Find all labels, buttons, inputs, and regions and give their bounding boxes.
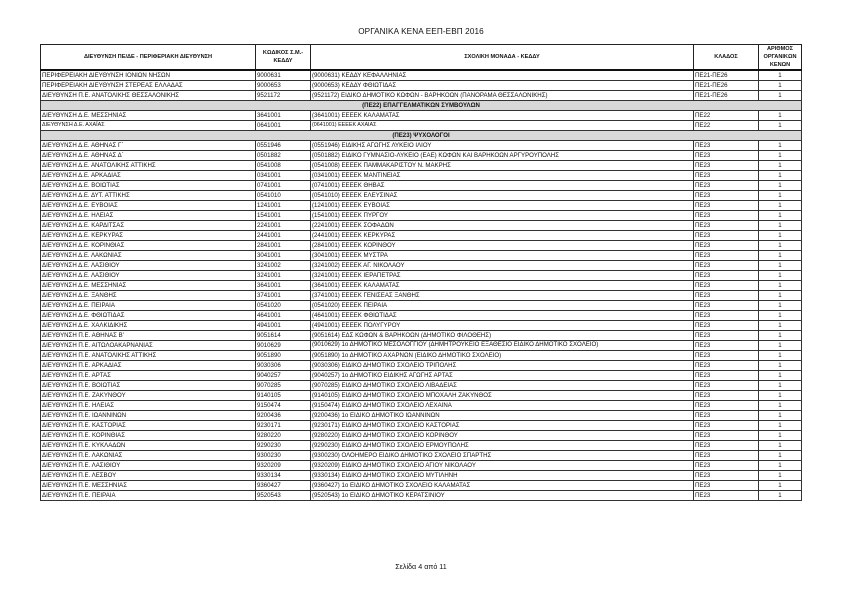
header-code: ΚΩΔΙΚΟΣ Σ.Μ.-ΚΕΔΔΥ — [256, 45, 311, 71]
code-cell: 9230171 — [256, 421, 311, 431]
code-cell: 9010629 — [256, 341, 311, 351]
vacancies-cell: 1 — [759, 181, 802, 191]
code-cell: 3241001 — [256, 271, 311, 281]
branch-cell: ΠΕ23 — [694, 411, 759, 421]
school-cell: (0741001) ΕΕΕΕΚ ΘΗΒΑΣ — [311, 181, 694, 191]
school-cell: (1241001) ΕΕΕΕΚ ΕΥΒΟΙΑΣ — [311, 201, 694, 211]
directorate-cell: ΔΙΕΥΘΥΝΣΗ Π.Ε. ΜΕΣΣΗΝΙΑΣ — [41, 481, 256, 491]
vacancies-cell: 1 — [759, 141, 802, 151]
directorate-cell: ΔΙΕΥΘΥΝΣΗ Δ.Ε. ΚΟΡΙΝΘΙΑΣ — [41, 241, 256, 251]
directorate-cell: ΔΙΕΥΘΥΝΣΗ Π.Ε. ΑΡΚΑΔΙΑΣ — [41, 361, 256, 371]
directorate-cell: ΔΙΕΥΘΥΝΣΗ Π.Ε. ΑΝΑΤΟΛΙΚΗΣ ΘΕΣΣΑΛΟΝΙΚΗΣ — [41, 91, 256, 101]
branch-cell: ΠΕ23 — [694, 481, 759, 491]
school-cell: (1541001) ΕΕΕΕΚ ΠΥΡΓΟΥ — [311, 211, 694, 221]
branch-cell: ΠΕ22 — [694, 111, 759, 121]
vacancies-cell: 1 — [759, 391, 802, 401]
vacancies-cell: 1 — [759, 341, 802, 351]
directorate-cell: ΔΙΕΥΘΥΝΣΗ Π.Ε. ΚΥΚΛΑΔΩΝ — [41, 441, 256, 451]
directorate-cell: ΔΙΕΥΘΥΝΣΗ Δ.Ε. ΕΥΒΟΙΑΣ — [41, 201, 256, 211]
school-cell: (9000653) ΚΕΔΔΥ ΦΘΙΩΤΙΔΑΣ — [311, 81, 694, 91]
directorate-cell: ΔΙΕΥΘΥΝΣΗ Δ.Ε. ΛΑΚΩΝΙΑΣ — [41, 251, 256, 261]
table-row — [41, 381, 802, 391]
vacancies-cell: 1 — [759, 151, 802, 161]
school-cell: (9140105) ΕΙΔΙΚΟ ΔΗΜΟΤΙΚΟ ΣΧΟΛΕΙΟ ΜΠΟΧΑΛΗ ΖΑΚΥΝΘΟΣ — [311, 391, 694, 401]
directorate-cell: ΔΙΕΥΘΥΝΣΗ Δ.Ε. ΛΑΣΙΘΙΟΥ — [41, 271, 256, 281]
branch-cell: ΠΕ23 — [694, 141, 759, 151]
code-cell: 3241002 — [256, 261, 311, 271]
code-cell: 9051614 — [256, 331, 311, 341]
code-cell: 9520543 — [256, 491, 311, 501]
school-cell: (9290230) ΕΙΔΙΚΟ ΔΗΜΟΤΙΚΟ ΣΧΟΛΕΙΟ ΕΡΜΟΥΠΟΛΗΣ — [311, 441, 694, 451]
table-row — [41, 341, 802, 351]
code-cell: 1541001 — [256, 211, 311, 221]
vacancies-cell: 1 — [759, 121, 802, 131]
code-cell: 3741001 — [256, 291, 311, 301]
directorate-cell: ΔΙΕΥΘΥΝΣΗ Π.Ε. ΗΛΕΙΑΣ — [41, 401, 256, 411]
school-cell: (9280220) ΕΙΔΙΚΟ ΔΗΜΟΤΙΚΟ ΣΧΟΛΕΙΟ ΚΟΡΙΝΘΟΥ — [311, 431, 694, 441]
table-row — [41, 451, 802, 461]
table-row — [41, 311, 802, 321]
page-number: Σελίδα 4 από 11 — [395, 562, 447, 571]
table-row — [41, 81, 802, 91]
code-cell: 0541020 — [256, 301, 311, 311]
directorate-cell: ΔΙΕΥΘΥΝΣΗ Π.Ε. ΛΕΣΒΟΥ — [41, 471, 256, 481]
branch-cell: ΠΕ23 — [694, 301, 759, 311]
school-cell: (0551946) ΕΙΔΙΚΗΣ ΑΓΩΓΗΣ ΛΥΚΕΙΟ ΙΛΙΟΥ — [311, 141, 694, 151]
branch-cell: ΠΕ23 — [694, 241, 759, 251]
branch-cell: ΠΕ23 — [694, 161, 759, 171]
code-cell: 9521172 — [256, 91, 311, 101]
school-cell: (9051614) ΕΔΣ ΚΩΦΩΝ & ΒΑΡΗΚΟΩΝ (ΔΗΜΟΤΙΚΟ ΦΙΛΟΘΕΗΣ) — [311, 331, 694, 341]
school-cell: (3641001) ΕΕΕΕΚ ΚΑΛΑΜΑΤΑΣ — [311, 111, 694, 121]
branch-cell: ΠΕ23 — [694, 181, 759, 191]
directorate-cell: ΔΙΕΥΘΥΝΣΗ Δ.Ε. ΗΛΕΙΑΣ — [41, 211, 256, 221]
section-header-pe22 — [41, 101, 802, 111]
code-cell: 0501882 — [256, 151, 311, 161]
vacancies-cell: 1 — [759, 91, 802, 101]
school-cell: (3241001) ΕΕΕΕΚ ΙΕΡΑΠΕΤΡΑΣ — [311, 271, 694, 281]
table-row — [41, 151, 802, 161]
vacancies-cell: 1 — [759, 301, 802, 311]
branch-cell: ΠΕ21-ΠΕ26 — [694, 91, 759, 101]
school-cell: (9320209) ΕΙΔΙΚΟ ΔΗΜΟΤΙΚΟ ΣΧΟΛΕΙΟ ΑΓΙΟΥ ΝΙΚΟΛΑΟΥ — [311, 461, 694, 471]
directorate-cell: ΔΙΕΥΘΥΝΣΗ Δ.Ε. ΦΘΙΩΤΙΔΑΣ — [41, 311, 256, 321]
branch-cell: ΠΕ23 — [694, 261, 759, 271]
table-header-row — [41, 45, 802, 71]
school-cell: (9030306) ΕΙΔΙΚΟ ΔΗΜΟΤΙΚΟ ΣΧΟΛΕΙΟ ΤΡΙΠΟΛΗΣ — [311, 361, 694, 371]
code-cell: 9070285 — [256, 381, 311, 391]
branch-cell: ΠΕ23 — [694, 341, 759, 351]
table-row — [41, 201, 802, 211]
table-row — [41, 261, 802, 271]
table-row — [41, 121, 802, 131]
school-cell: (9051890) 1ο ΔΗΜΟΤΙΚΟ ΑΧΑΡΝΩΝ (ΕΙΔΙΚΟ ΔΗΜΟΤΙΚΟ ΣΧΟΛΕΙΟ) — [311, 351, 694, 361]
vacancies-cell: 1 — [759, 211, 802, 221]
vacancies-cell: 1 — [759, 331, 802, 341]
table-row — [41, 221, 802, 231]
directorate-cell: ΠΕΡΙΦΕΡΕΙΑΚΗ ΔΙΕΥΘΥΝΣΗ ΙΟΝΙΩΝ ΝΗΣΩΝ — [41, 70, 256, 81]
code-cell: 9200436 — [256, 411, 311, 421]
vacancies-cell: 1 — [759, 201, 802, 211]
table-row — [41, 351, 802, 361]
header-directorate: ΔΙΕΥΘΥΝΣΗ ΠΕ/ΔΕ - ΠΕΡΙΦΕΡΙΑΚΗ ΔΙΕΥΘΥΝΣΗ — [41, 45, 256, 71]
table-row — [41, 471, 802, 481]
branch-cell: ΠΕ23 — [694, 251, 759, 261]
branch-cell: ΠΕ23 — [694, 391, 759, 401]
code-cell: 0541008 — [256, 161, 311, 171]
table-row — [41, 291, 802, 301]
vacancies-cell: 1 — [759, 431, 802, 441]
school-cell: (0541020) ΕΕΕΕΚ ΠΕΙΡΑΙΑ — [311, 301, 694, 311]
code-cell: 3641001 — [256, 281, 311, 291]
header-school: ΣΧΟΛΙΚΗ ΜΟΝΑΔΑ - ΚΕΔΔΥ — [311, 45, 694, 71]
table-row — [41, 251, 802, 261]
branch-cell: ΠΕ21-ΠΕ26 — [694, 70, 759, 81]
vacancies-cell: 1 — [759, 261, 802, 271]
school-cell: (3641001) ΕΕΕΕΚ ΚΑΛΑΜΑΤΑΣ — [311, 281, 694, 291]
code-cell: 2441001 — [256, 231, 311, 241]
vacancies-cell: 1 — [759, 241, 802, 251]
code-cell: 9030306 — [256, 361, 311, 371]
school-cell: (9010629) 1ο ΔΗΜΟΤΙΚΟ ΜΕΣΟΛΟΓΓΙΟΥ (ΔΗΜΗΤΡΟΥΚΕΙΟ ΕΞΑΘΕΣΙΟ ΕΙΔΙΚΟ ΔΗΜΟΤΙΚΟ ΣΧΟΛΕΙΟ) — [311, 341, 694, 351]
vacancies-cell: 1 — [759, 231, 802, 241]
table-row — [41, 181, 802, 191]
school-cell: (4941001) ΕΕΕΕΚ ΠΟΛΥΓΥΡΟΥ — [311, 321, 694, 331]
vacancies-cell: 1 — [759, 421, 802, 431]
school-cell: (0541010) ΕΕΕΕΚ ΕΛΕΥΣΙΝΑΣ — [311, 191, 694, 201]
vacancies-cell: 1 — [759, 221, 802, 231]
school-cell: (3741001) ΕΕΕΕΚ ΓΕΝΙΣΕΑΣ ΞΑΝΘΗΣ — [311, 291, 694, 301]
code-cell: 9051890 — [256, 351, 311, 361]
code-cell: 0551946 — [256, 141, 311, 151]
branch-cell: ΠΕ23 — [694, 451, 759, 461]
directorate-cell: ΔΙΕΥΘΥΝΣΗ Π.Ε. ΑΙΤΩΛΟΑΚΑΡΝΑΝΙΑΣ — [41, 341, 256, 351]
directorate-cell: ΔΙΕΥΘΥΝΣΗ Π.Ε. ΙΩΑΝΝΙΝΩΝ — [41, 411, 256, 421]
branch-cell: ΠΕ23 — [694, 371, 759, 381]
vacancies-cell: 1 — [759, 371, 802, 381]
school-cell: (9200436) 1ο ΕΙΔΙΚΟ ΔΗΜΟΤΙΚΟ ΙΩΑΝΝΙΝΩΝ — [311, 411, 694, 421]
code-cell: 9040257 — [256, 371, 311, 381]
branch-cell: ΠΕ23 — [694, 321, 759, 331]
table-row — [41, 371, 802, 381]
table-row — [41, 421, 802, 431]
vacancies-cell: 1 — [759, 191, 802, 201]
vacancies-cell: 1 — [759, 111, 802, 121]
branch-cell: ΠΕ22 — [694, 121, 759, 131]
code-cell: 3641001 — [256, 111, 311, 121]
branch-cell: ΠΕ23 — [694, 211, 759, 221]
code-cell: 9320209 — [256, 461, 311, 471]
school-cell: (2441001) ΕΕΕΕΚ ΚΕΡΚΥΡΑΣ — [311, 231, 694, 241]
vacancies-cell: 1 — [759, 471, 802, 481]
code-cell: 9000653 — [256, 81, 311, 91]
table-row — [41, 211, 802, 221]
directorate-cell: ΔΙΕΥΘΥΝΣΗ Π.Ε. ΚΑΣΤΟΡΙΑΣ — [41, 421, 256, 431]
branch-cell: ΠΕ23 — [694, 231, 759, 241]
header-vacancies: ΑΡΙΘΜΟΣ ΟΡΓΑΝΙΚΩΝ ΚΕΝΩΝ — [759, 45, 802, 71]
directorate-cell: ΔΙΕΥΘΥΝΣΗ Δ.Ε. ΧΑΛΚΙΔΙΚΗΣ — [41, 321, 256, 331]
directorate-cell: ΔΙΕΥΘΥΝΣΗ Π.Ε. ΠΕΙΡΑΙΑ — [41, 491, 256, 501]
code-cell: 3041001 — [256, 251, 311, 261]
table-row — [41, 301, 802, 311]
table-row — [41, 361, 802, 371]
directorate-cell: ΔΙΕΥΘΥΝΣΗ Π.Ε. ΑΝΑΤΟΛΙΚΗΣ ΑΤΤΙΚΗΣ — [41, 351, 256, 361]
branch-cell: ΠΕ23 — [694, 151, 759, 161]
vacancies-cell: 1 — [759, 401, 802, 411]
code-cell: 9330134 — [256, 471, 311, 481]
table-row — [41, 431, 802, 441]
directorate-cell: ΔΙΕΥΘΥΝΣΗ Δ.Ε. ΚΕΡΚΥΡΑΣ — [41, 231, 256, 241]
table-row — [41, 321, 802, 331]
code-cell: 2841001 — [256, 241, 311, 251]
directorate-cell: ΔΙΕΥΘΥΝΣΗ Δ.Ε. ΠΕΙΡΑΙΑ — [41, 301, 256, 311]
school-cell: (9520543) 1ο ΕΙΔΙΚΟ ΔΗΜΟΤΙΚΟ ΚΕΡΑΤΣΙΝΙΟΥ — [311, 491, 694, 501]
directorate-cell: ΔΙΕΥΘΥΝΣΗ Π.Ε. ΛΑΣΙΘΙΟΥ — [41, 461, 256, 471]
school-cell: (9330134) ΕΙΔΙΚΟ ΔΗΜΟΤΙΚΟ ΣΧΟΛΕΙΟ ΜΥΤΙΛΗΝΗ — [311, 471, 694, 481]
code-cell: 9290230 — [256, 441, 311, 451]
branch-cell: ΠΕ23 — [694, 361, 759, 371]
branch-cell: ΠΕ21-ΠΕ26 — [694, 81, 759, 91]
vacancies-cell: 1 — [759, 251, 802, 261]
branch-cell: ΠΕ23 — [694, 441, 759, 451]
directorate-cell: ΠΕΡΙΦΕΡΕΙΑΚΗ ΔΙΕΥΘΥΝΣΗ ΣΤΕΡΕΑΣ ΕΛΛΑΔΑΣ — [41, 81, 256, 91]
table-row — [41, 111, 802, 121]
branch-cell: ΠΕ23 — [694, 351, 759, 361]
directorate-cell: ΔΙΕΥΘΥΝΣΗ Π.Ε. ΑΡΤΑΣ — [41, 371, 256, 381]
code-cell: 9300230 — [256, 451, 311, 461]
school-cell: (3241002) ΕΕΕΕΚ ΑΓ. ΝΙΚΟΛΑΟΥ — [311, 261, 694, 271]
vacancies-cell: 1 — [759, 291, 802, 301]
directorate-cell: ΔΙΕΥΘΥΝΣΗ Δ.Ε. ΑΝΑΤΟΛΙΚΗΣ ΑΤΤΙΚΗΣ — [41, 161, 256, 171]
school-cell: (4641001) ΕΕΕΕΚ ΦΘΙΩΤΙΔΑΣ — [311, 311, 694, 321]
directorate-cell: ΔΙΕΥΘΥΝΣΗ Δ.Ε. ΑΡΚΑΔΙΑΣ — [41, 171, 256, 181]
school-cell: (0541008) ΕΕΕΕΚ ΠΑΜΜΑΚΑΡΙΣΤΟΥ Ν. ΜΑΚΡΗΣ — [311, 161, 694, 171]
code-cell: 0541010 — [256, 191, 311, 201]
code-cell: 9140105 — [256, 391, 311, 401]
vacancies-cell: 1 — [759, 461, 802, 471]
table-row — [41, 391, 802, 401]
table-row — [41, 441, 802, 451]
table-row — [41, 191, 802, 201]
code-cell: 9280220 — [256, 431, 311, 441]
vacancies-table — [40, 44, 802, 501]
school-cell: (0501882) ΕΙΔΙΚΟ ΓΥΜΝΑΣΙΟ-ΛΥΚΕΙΟ (ΕΑΕ) ΚΩΦΩΝ ΚΑΙ ΒΑΡΗΚΟΩΝ ΑΡΓΥΡΟΥΠΟΛΗΣ — [311, 151, 694, 161]
code-cell: 2241001 — [256, 221, 311, 231]
vacancies-cell: 1 — [759, 70, 802, 81]
table-row — [41, 171, 802, 181]
vacancies-cell: 1 — [759, 321, 802, 331]
branch-cell: ΠΕ23 — [694, 471, 759, 481]
directorate-cell: ΔΙΕΥΘΥΝΣΗ Δ.Ε. ΒΟΙΩΤΙΑΣ — [41, 181, 256, 191]
table-row — [41, 141, 802, 151]
directorate-cell: ΔΙΕΥΘΥΝΣΗ Π.Ε. ΑΘΗΝΑΣ Β' — [41, 331, 256, 341]
section-title: (ΠΕ23) ΨΥΧΟΛΟΓΟΙ — [41, 131, 802, 141]
directorate-cell: ΔΙΕΥΘΥΝΣΗ Δ.Ε. ΑΘΗΝΑΣ Γ΄ — [41, 141, 256, 151]
vacancies-cell: 1 — [759, 171, 802, 181]
directorate-cell: ΔΙΕΥΘΥΝΣΗ Δ.Ε. ΛΑΣΙΘΙΟΥ — [41, 261, 256, 271]
branch-cell: ΠΕ23 — [694, 291, 759, 301]
school-cell: (0641001) ΕΕΕΕΚ ΑΧΑΙΑΣ — [311, 121, 694, 131]
vacancies-cell: 1 — [759, 271, 802, 281]
directorate-cell: ΔΙΕΥΘΥΝΣΗ Δ.Ε. ΞΑΝΘΗΣ — [41, 291, 256, 301]
branch-cell: ΠΕ23 — [694, 201, 759, 211]
directorate-cell: ΔΙΕΥΘΥΝΣΗ Π.Ε. ΖΑΚΥΝΘΟΥ — [41, 391, 256, 401]
code-cell: 4641001 — [256, 311, 311, 321]
branch-cell: ΠΕ23 — [694, 191, 759, 201]
vacancies-cell: 1 — [759, 161, 802, 171]
directorate-cell: ΔΙΕΥΘΥΝΣΗ Π.Ε. ΚΟΡΙΝΘΙΑΣ — [41, 431, 256, 441]
school-cell: (2841001) ΕΕΕΕΚ ΚΟΡΙΝΘΟΥ — [311, 241, 694, 251]
code-cell: 9000631 — [256, 70, 311, 81]
vacancies-cell: 1 — [759, 441, 802, 451]
school-cell: (0341001) ΕΕΕΕΚ ΜΑΝΤΙΝΕΙΑΣ — [311, 171, 694, 181]
directorate-cell: ΔΙΕΥΘΥΝΣΗ Δ.Ε. ΑΧΑΪΑΣ — [41, 121, 256, 131]
school-cell: (9230171) ΕΙΔΙΚΟ ΔΗΜΟΤΙΚΟ ΣΧΟΛΕΙΟ ΚΑΣΤΟΡΙΑΣ — [311, 421, 694, 431]
section-title: (ΠΕ22) ΕΠΑΓΓΕΛΜΑΤΙΚΩΝ ΣΥΜΒΟΥΛΩΝ — [41, 101, 802, 111]
vacancies-cell: 1 — [759, 311, 802, 321]
table-row — [41, 481, 802, 491]
school-cell: (9040257) 1ο ΔΗΜΟΤΙΚΟ ΕΙΔΙΚΗΣ ΑΓΩΓΗΣ ΑΡΤΑΣ — [311, 371, 694, 381]
table-row — [41, 411, 802, 421]
branch-cell: ΠΕ23 — [694, 401, 759, 411]
code-cell: 1241001 — [256, 201, 311, 211]
directorate-cell: ΔΙΕΥΘΥΝΣΗ Π.Ε. ΒΟΙΩΤΙΑΣ — [41, 381, 256, 391]
school-cell: (9070285) ΕΙΔΙΚΟ ΔΗΜΟΤΙΚΟ ΣΧΟΛΕΙΟ ΛΙΒΑΔΕΙΑΣ — [311, 381, 694, 391]
vacancies-cell: 1 — [759, 381, 802, 391]
directorate-cell: ΔΙΕΥΘΥΝΣΗ Π.Ε. ΛΑΚΩΝΙΑΣ — [41, 451, 256, 461]
school-cell: (9000631) ΚΕΔΔΥ ΚΕΦΑΛΛΗΝΙΑΣ — [311, 70, 694, 81]
table-body — [41, 70, 802, 501]
school-cell: (9150474) ΕΙΔΙΚΟ ΔΗΜΟΤΙΚΟ ΣΧΟΛΕΙΟ ΛΕΧΑΙΝΑ — [311, 401, 694, 411]
code-cell: 4941001 — [256, 321, 311, 331]
table-row — [41, 161, 802, 171]
vacancies-cell: 1 — [759, 411, 802, 421]
table-row — [41, 401, 802, 411]
table-row — [41, 241, 802, 251]
branch-cell: ΠΕ23 — [694, 491, 759, 501]
code-cell: 9360427 — [256, 481, 311, 491]
school-cell: (3041001) ΕΕΕΕΚ ΜΥΣΤΡΑ — [311, 251, 694, 261]
table-row — [41, 461, 802, 471]
directorate-cell: ΔΙΕΥΘΥΝΣΗ Δ.Ε. ΑΘΗΝΑΣ Δ΄ — [41, 151, 256, 161]
code-cell: 0741001 — [256, 181, 311, 191]
branch-cell: ΠΕ23 — [694, 381, 759, 391]
branch-cell: ΠΕ23 — [694, 221, 759, 231]
branch-cell: ΠΕ23 — [694, 271, 759, 281]
school-cell: (2241001) ΕΕΕΕΚ ΣΟΦΑΔΩΝ — [311, 221, 694, 231]
page-title: ΟΡΓΑΝΙΚΑ ΚΕΝΑ ΕΕΠ-ΕΒΠ 2016 — [358, 27, 484, 36]
table-row — [41, 70, 802, 81]
vacancies-cell: 1 — [759, 491, 802, 501]
branch-cell: ΠΕ23 — [694, 461, 759, 471]
school-cell: (9521172) ΕΙΔΙΚΟ ΔΗΜΟΤΙΚΟ ΚΩΦΩΝ - ΒΑΡΗΚΟΩΝ (ΠΑΝΟΡΑΜΑ ΘΕΣΣΑΛΟΝΙΚΗΣ) — [311, 91, 694, 101]
branch-cell: ΠΕ23 — [694, 331, 759, 341]
table-row — [41, 281, 802, 291]
table-row — [41, 331, 802, 341]
school-cell: (9360427) 1ο ΕΙΔΙΚΟ ΔΗΜΟΤΙΚΟ ΣΧΟΛΕΙΟ ΚΑΛΑΜΑΤΑΣ — [311, 481, 694, 491]
table-row — [41, 271, 802, 281]
table-row — [41, 231, 802, 241]
vacancies-cell: 1 — [759, 281, 802, 291]
branch-cell: ΠΕ23 — [694, 311, 759, 321]
branch-cell: ΠΕ23 — [694, 421, 759, 431]
directorate-cell: ΔΙΕΥΘΥΝΣΗ Δ.Ε. ΜΕΣΣΗΝΙΑΣ — [41, 111, 256, 121]
directorate-cell: ΔΙΕΥΘΥΝΣΗ Δ.Ε. ΔΥΤ. ΑΤΤΙΚΗΣ — [41, 191, 256, 201]
code-cell: 0341001 — [256, 171, 311, 181]
header-branch: ΚΛΑΔΟΣ — [694, 45, 759, 71]
code-cell: 9150474 — [256, 401, 311, 411]
vacancies-cell: 1 — [759, 81, 802, 91]
vacancies-cell: 1 — [759, 451, 802, 461]
code-cell: 0641001 — [256, 121, 311, 131]
table-row — [41, 491, 802, 501]
vacancies-cell: 1 — [759, 481, 802, 491]
section-header-pe23 — [41, 131, 802, 141]
branch-cell: ΠΕ23 — [694, 431, 759, 441]
branch-cell: ΠΕ23 — [694, 281, 759, 291]
table-row — [41, 91, 802, 101]
vacancies-cell: 1 — [759, 351, 802, 361]
branch-cell: ΠΕ23 — [694, 171, 759, 181]
school-cell: (9300230) ΟΛΟΗΜΕΡΟ ΕΙΔΙΚΟ ΔΗΜΟΤΙΚΟ ΣΧΟΛΕΙΟ ΣΠΑΡΤΗΣ — [311, 451, 694, 461]
directorate-cell: ΔΙΕΥΘΥΝΣΗ Δ.Ε. ΚΑΡΔΙΤΣΑΣ — [41, 221, 256, 231]
vacancies-cell: 1 — [759, 361, 802, 371]
directorate-cell: ΔΙΕΥΘΥΝΣΗ Δ.Ε. ΜΕΣΣΗΝΙΑΣ — [41, 281, 256, 291]
